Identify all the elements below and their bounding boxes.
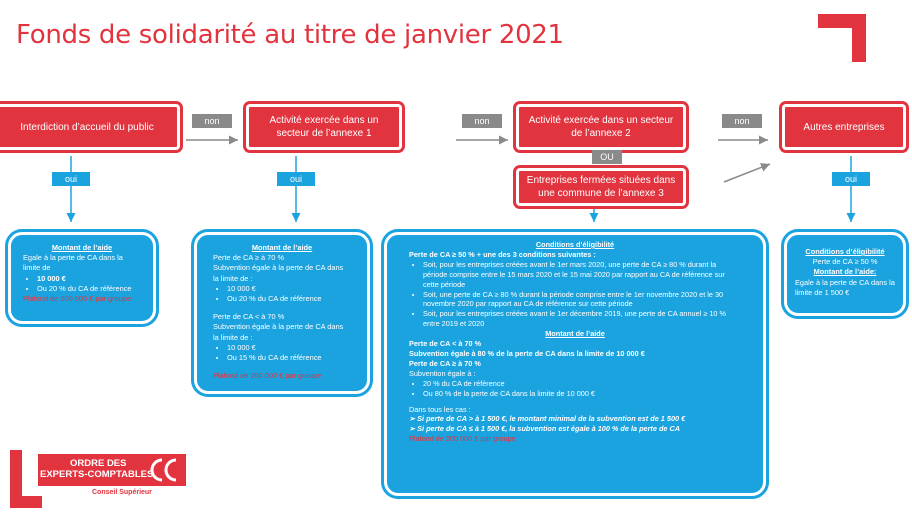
panel3-a1-title: Perte de CA < à 70 % <box>409 339 482 349</box>
panel4-heading: Conditions d’éligibilité <box>805 247 885 256</box>
panel2-g2-bullet: • 10 000 € <box>227 343 351 353</box>
panel3-heading2: Montant de l’aide <box>545 329 605 339</box>
panel-autres-entreprises <box>784 232 906 316</box>
logo-line-2: EXPERTS-COMPTABLES <box>40 469 154 480</box>
box-annexe-3 <box>516 168 686 206</box>
panel2-plafond: Plafond de 200 000 € par groupe <box>213 371 322 381</box>
arrow-annex3 <box>724 164 770 182</box>
panel3-case1: Si perte de CA > à 1 500 €, le montant minimal de la subvention est de 1 500 € <box>417 414 686 424</box>
box-annexe-3-label: Entreprises fermées situées dans une commune de l’annexe 3 <box>526 175 676 199</box>
ordre-experts-comptables-logo <box>10 450 190 512</box>
panel1-intro: Egale à la perte de CA dans la limite de <box>23 253 123 273</box>
panel4-heading2: Montant de l’aide: <box>813 267 877 277</box>
panel2-g1-title: Perte de CA ≥ à 70 % <box>213 253 285 263</box>
box-annexe-1-label: Activité exercée dans un secteur de l’annexe 1 <box>269 115 379 139</box>
logo-line-1: ORDRE DES <box>70 458 127 469</box>
panel-annexe-1 <box>194 232 370 394</box>
panel3-a1-text: Subvention égale à 80 % de la perte de CA dans la limite de 10 000 € <box>409 348 645 358</box>
panel3-condition: • Soit, pour les entreprises créées avant le 1er mars 2020, une perte de CA ≥ 80 % durant la période comprise entre le 15 mars 2020 et le 15 mai 2020 par rapport au CA de référence sur cette période <box>423 260 741 290</box>
tag-non-1: non <box>192 114 232 128</box>
panel3-condition: • Soit, pour les entreprises créées avant le 1er décembre 2019, une perte de CA annuel ≥ 10 % entre 2019 et 2020 <box>423 309 741 329</box>
tag-oui-3: oui <box>832 172 870 186</box>
box-interdiction-label: Interdiction d’accueil du public <box>20 121 154 133</box>
box-annexe-2-label: Activité exercée dans un secteur de l’annexe 2 <box>528 115 674 139</box>
arrow-bullet-icon: ➢ <box>409 414 418 424</box>
panel3-intro: Perte de CA ≥ 50 % + une des 3 conditions suivantes : <box>409 249 596 259</box>
panel3-all-cases: Dans tous les cas : <box>409 404 471 414</box>
panel-annexe-2-3 <box>384 232 766 496</box>
arrow-bullet-icon: ➢ <box>409 424 418 434</box>
logo-line-3: Conseil Supérieur <box>92 489 152 496</box>
tag-oui-2: oui <box>277 172 315 186</box>
panel3-a2-title: Perte de CA ≥ à 70 % <box>409 358 481 368</box>
panel3-plafond: Plafond de 200 000 € par groupe <box>409 434 516 444</box>
panel3-case2: Si perte de CA ≤ à 1 500 €, la subvention est égale à 100 % de la perte de CA <box>417 424 681 434</box>
panel3-heading: Conditions d’éligibilité <box>535 240 615 249</box>
box-annexe-2 <box>516 104 686 150</box>
box-annexe-1 <box>246 104 402 150</box>
panel2-heading: Montant de l’aide <box>251 243 313 252</box>
tag-oui-1: oui <box>52 172 90 186</box>
panel1-bullet: • Ou 20 % du CA de référence <box>37 284 141 294</box>
box-autres-label: Autres entreprises <box>803 121 885 133</box>
panel2-g2-bullet: • Ou 15 % du CA de référence <box>227 353 351 363</box>
box-interdiction-accueil <box>0 104 180 150</box>
panel4-line2: Egale à la perte de CA dans la limite de 1 500 € <box>795 277 895 297</box>
panel1-bullet: • 10 000 € <box>37 274 141 284</box>
tag-ou: OU <box>592 150 622 164</box>
box-autres-entreprises <box>782 104 906 150</box>
panel3-condition: • Soit, une perte de CA ≥ 80 % durant la période comprise entre le 1er novembre 2020 et le 30 novembre 2020 par rapport au CA de référence sur cette période <box>423 290 741 310</box>
tag-non-3: non <box>722 114 762 128</box>
panel1-heading: Montant de l’aide <box>51 243 113 252</box>
panel4-line1: Perte de CA ≥ 50 % <box>812 257 878 267</box>
panel2-g1-bullet: • Ou 20 % du CA de référence <box>227 294 351 304</box>
panel3-a2-bullet: • 20 % du CA de référence <box>423 379 741 389</box>
page-title: Fonds de solidarité au titre de janvier 2021 <box>16 20 564 50</box>
panel2-g1-text: Subvention égale à la perte de CA dans la limite de : <box>213 263 344 283</box>
panel2-g2-text: Subvention égale à la perte de CA dans la limite de : <box>213 322 344 342</box>
panel-interdiction <box>8 232 156 324</box>
panel3-a2-bullet: • Ou 80 % de la perte de CA dans la limite de 10 000 € <box>423 389 741 399</box>
panel2-g1-bullet: • 10 000 € <box>227 284 351 294</box>
panel2-g2-title: Perte de CA < à 70 % <box>213 312 285 322</box>
panel3-a2-text: Subvention égale à : <box>409 368 476 378</box>
panel1-plafond: Plafond de 200 000 € par groupe <box>23 294 132 304</box>
tag-non-2: non <box>462 114 502 128</box>
